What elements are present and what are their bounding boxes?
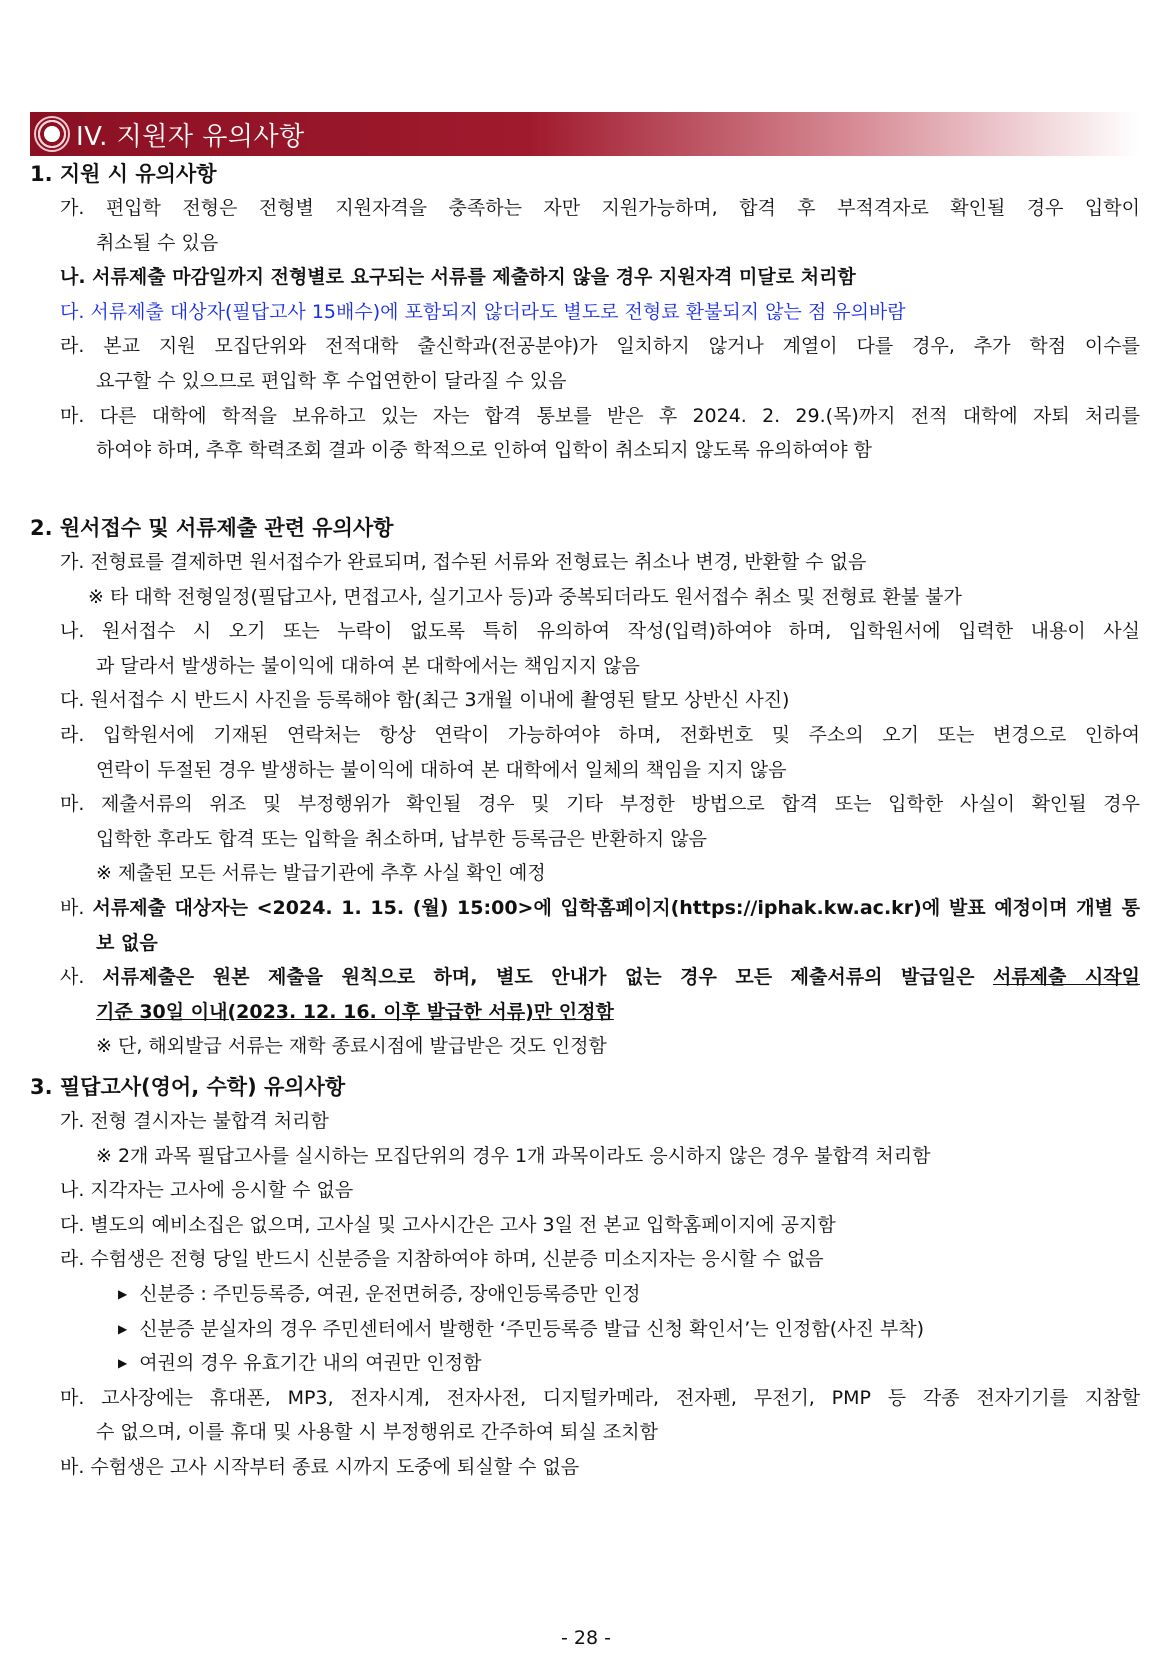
s2-item-sa-line1 — [30, 960, 1140, 995]
section-2 — [30, 511, 1140, 1064]
s2-item-ra-line1: 라. 입학원서에 기재된 연락처는 항상 연락이 가능하여야 하며, 전화번호 및 주소의 오기 또는 변경으로 인하여 — [60, 723, 1140, 746]
triangle-bullet-icon: ▶ — [118, 1321, 128, 1336]
triangle-bullet-icon: ▶ — [118, 1356, 128, 1371]
s3-bullet-text: 여권의 경우 유효기간 내의 여권만 인정함 — [139, 1352, 482, 1375]
s2-item-ba-line2: 보 없음 — [96, 931, 158, 954]
s3-bullet-item — [30, 1277, 1140, 1312]
s2-item-ba-text: 서류제출 대상자는 <2024. 1. 15. (월) 15:00>에 입학홈페이지(https://iphak.kw.ac.kr)에 발표 예정이며 개별 통 — [92, 896, 1140, 919]
s3-item-ga-note: ※ 2개 과목 필답고사를 실시하는 모집단위의 경우 1개 과목이라도 응시하지 않은 경우 불합격 처리함 — [96, 1144, 931, 1167]
s3-bullet-text: 신분증 분실자의 경우 주민센터에서 발행한 ‘주민등록증 발급 신청 확인서’는 인정함(사진 부착) — [139, 1317, 924, 1340]
s2-item-ma-line2: 입학한 후라도 합격 또는 입학을 취소하며, 납부한 등록금은 반환하지 않음 — [96, 827, 708, 850]
section-3-title: 3. 필답고사(영어, 수학) 유의사항 — [30, 1075, 346, 1099]
s1-item-na: 나. 서류제출 마감일까지 전형별로 요구되는 서류를 제출하지 않을 경우 지원자격 미달로 처리함 — [60, 266, 856, 289]
s3-item-ba: 바. 수험생은 고사 시작부터 종료 시까지 도중에 퇴실할 수 없음 — [60, 1455, 580, 1478]
s2-item-sa-marker: 사. — [60, 966, 85, 989]
s3-item-ma-line1: 마. 고사장에는 휴대폰, MP3, 전자시계, 전자사전, 디지털카메라, 전자펜, 무전기, PMP 등 각종 전자기기를 지참할 — [60, 1386, 1140, 1409]
s2-item-ba-line1 — [30, 891, 1140, 926]
section-banner — [30, 112, 1140, 156]
s2-item-ga-note: ※ 타 대학 전형일정(필답고사, 면접고사, 실기고사 등)과 중복되더라도 원서접수 취소 및 전형료 환불 불가 — [88, 585, 962, 608]
s2-item-sa-text: 서류제출은 원본 제출을 원칙으로 하며, 별도 안내가 없는 경우 모든 제출서류의 발급일은 — [102, 966, 993, 989]
s1-item-ma-line2: 하여야 하며, 추후 학력조회 결과 이중 학적으로 인하여 입학이 취소되지 않도록 유의하여야 함 — [96, 439, 872, 462]
s1-item-ma-line1: 마. 다른 대학에 학적을 보유하고 있는 자는 합격 통보를 받은 후 2024. 2. 29.(목)까지 전적 대학에 자퇴 처리를 — [60, 404, 1140, 427]
s3-bullet-item — [30, 1312, 1140, 1347]
section-1 — [30, 157, 1140, 468]
s1-item-ga-line1: 가. 편입학 전형은 전형별 지원자격을 충족하는 자만 지원가능하며, 합격 후 부적격자로 확인될 경우 입학이 — [60, 197, 1140, 219]
banner-title: IV. 지원자 유의사항 — [76, 121, 305, 152]
s2-item-ga: 가. 전형료를 결제하면 원서접수가 완료되며, 접수된 서류와 전형료는 취소나 변경, 반환할 수 없음 — [60, 551, 867, 573]
section-2-title: 2. 원서접수 및 서류제출 관련 유의사항 — [30, 516, 394, 540]
section-1-title: 1. 지원 시 유의사항 — [30, 162, 217, 186]
s1-item-ra-line2: 요구할 수 있으므로 편입학 후 수업연한이 달라질 수 있음 — [96, 369, 567, 392]
s2-item-da: 다. 원서접수 시 반드시 사진을 등록해야 함(최근 3개월 이내에 촬영된 탈모 상반신 사진) — [60, 689, 790, 712]
triangle-bullet-icon: ▶ — [118, 1286, 128, 1301]
s2-item-na-line1: 나. 원서접수 시 오기 또는 누락이 없도록 특히 유의하여 작성(입력)하여야 하며, 입학원서에 입력한 내용이 사실 — [60, 620, 1140, 643]
section-3 — [30, 1070, 1140, 1485]
s2-item-sa-line2: 기준 30일 이내(2023. 12. 16. 이후 발급한 서류)만 인정함 — [96, 1000, 614, 1023]
university-seal-icon — [34, 116, 70, 152]
s3-item-da: 다. 별도의 예비소집은 없으며, 고사실 및 고사시간은 고사 3일 전 본교 입학홈페이지에 공지함 — [60, 1213, 836, 1236]
s2-item-sa-underlined: 서류제출 시작일 — [992, 966, 1140, 989]
s2-item-ma-note: ※ 제출된 모든 서류는 발급기관에 추후 사실 확인 예정 — [96, 862, 546, 885]
s2-item-ma-line1: 마. 제출서류의 위조 및 부정행위가 확인될 경우 및 기타 부정한 방법으로 합격 또는 입학한 사실이 확인될 경우 — [60, 793, 1140, 816]
s1-item-ra-line1: 라. 본교 지원 모집단위와 전적대학 출신학과(전공분야)가 일치하지 않거나 계열이 다를 경우, 추가 학점 이수를 — [60, 335, 1140, 358]
s3-item-ra: 라. 수험생은 전형 당일 반드시 신분증을 지참하여야 하며, 신분증 미소지자는 응시할 수 없음 — [60, 1248, 824, 1271]
s2-item-na-line2: 과 달라서 발생하는 불이익에 대하여 본 대학에서는 책임지지 않음 — [96, 654, 640, 677]
s2-item-ra-line2: 연락이 두절된 경우 발생하는 불이익에 대하여 본 대학에서 일체의 책임을 지지 않음 — [96, 758, 787, 781]
s3-bullet-item — [30, 1346, 1140, 1381]
s2-item-sa-note: ※ 단, 해외발급 서류는 재학 종료시점에 발급받은 것도 인정함 — [96, 1035, 607, 1058]
s2-item-ba-marker: 바. — [60, 896, 85, 919]
page-number: - 28 - — [561, 1627, 611, 1649]
s3-item-na: 나. 지각자는 고사에 응시할 수 없음 — [60, 1179, 354, 1202]
s3-item-ga: 가. 전형 결시자는 불합격 처리함 — [60, 1110, 329, 1132]
s3-bullet-text: 신분증 : 주민등록증, 여권, 운전면허증, 장애인등록증만 인정 — [139, 1282, 641, 1305]
s1-item-da: 다. 서류제출 대상자(필답고사 15배수)에 포함되지 않더라도 별도로 전형료 환불되지 않는 점 유의바람 — [60, 300, 906, 323]
s3-item-ma-line2: 수 없으며, 이를 휴대 및 사용할 시 부정행위로 간주하여 퇴실 조치함 — [96, 1421, 658, 1444]
s1-item-ga-line2: 취소될 수 있음 — [96, 231, 219, 254]
